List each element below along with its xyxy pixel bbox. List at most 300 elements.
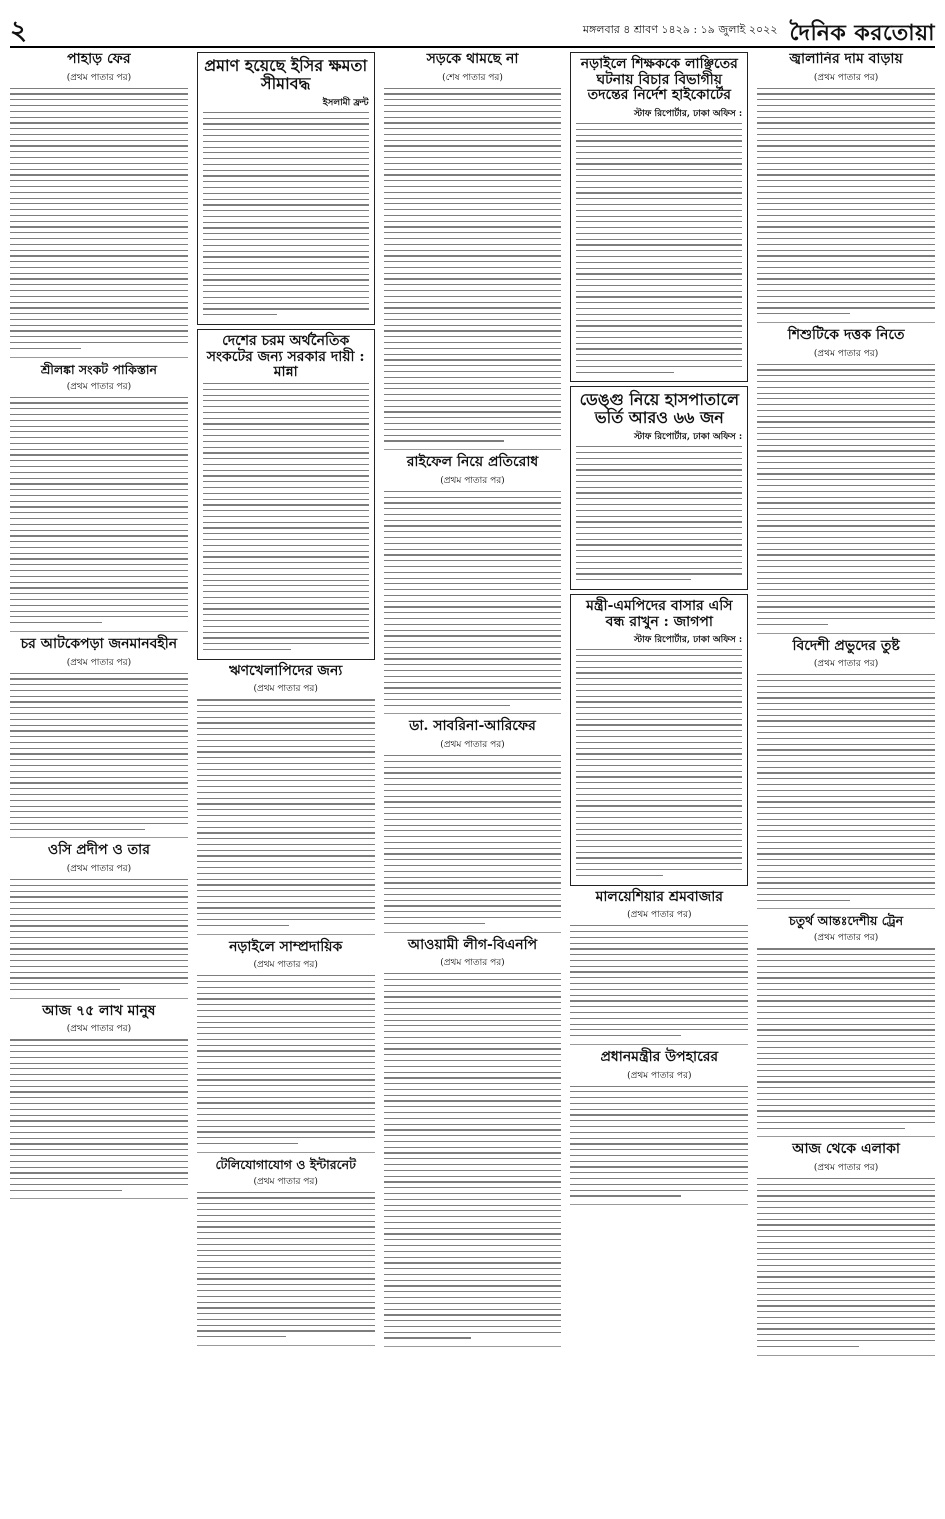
text-line [576, 748, 742, 749]
text-line [197, 1273, 375, 1274]
article-continuation-note: (প্রথম পাতার পর) [253, 1176, 318, 1187]
text-line [384, 406, 562, 407]
text-line [757, 772, 935, 773]
text-line [10, 806, 188, 807]
text-line [576, 707, 742, 708]
article-headline: দেশের চরম অর্থনৈতিক সংকটের জন্য সরকার দায়ী : মান্না [206, 332, 365, 381]
text-line [384, 882, 562, 883]
text-line [757, 825, 935, 826]
text-line [384, 325, 562, 326]
text-line [10, 128, 188, 129]
text-line [384, 134, 562, 135]
text-line [10, 879, 188, 880]
text-line [757, 192, 935, 193]
text-line [197, 861, 375, 862]
text-line [10, 885, 188, 886]
text-line [10, 1039, 188, 1040]
text-line [757, 1093, 935, 1094]
text-line [203, 181, 369, 182]
text-line [10, 811, 188, 812]
text-line [576, 730, 742, 731]
text-line [576, 782, 742, 783]
article-continuation-note: (প্রথম পাতার পর) [66, 72, 132, 83]
text-line [10, 1155, 188, 1156]
text-line [10, 238, 188, 239]
text-line [757, 273, 935, 274]
text-line [384, 1337, 471, 1338]
text-line [757, 244, 935, 245]
text-line [576, 492, 742, 493]
text-line [203, 118, 369, 119]
text-line [757, 537, 935, 538]
text-line [384, 1274, 562, 1275]
text-line [197, 1068, 375, 1069]
text-line [10, 489, 188, 490]
text-line [570, 1006, 748, 1007]
text-line [10, 800, 188, 801]
text-line [576, 198, 742, 199]
text-line [203, 285, 369, 286]
text-line [757, 1323, 935, 1324]
text-line [384, 888, 562, 889]
text-line [384, 290, 562, 291]
text-line [757, 1076, 935, 1077]
text-line [384, 1199, 562, 1200]
article [197, 52, 375, 325]
text-line [10, 449, 188, 450]
text-line [576, 521, 742, 522]
text-line [197, 1261, 375, 1262]
text-line [757, 1081, 935, 1082]
text-line [757, 1190, 935, 1191]
article [570, 386, 748, 590]
text-line [757, 1000, 935, 1001]
text-line [10, 1178, 188, 1179]
text-line [757, 948, 935, 949]
article-headline: শ্রীলঙ্কা সংকট পাকিস্তান [40, 361, 157, 377]
text-line [576, 175, 742, 176]
text-line [576, 169, 742, 170]
text-line [197, 925, 289, 926]
text-line [203, 147, 369, 148]
text-line [576, 337, 742, 338]
text-line [10, 599, 188, 600]
text-line [197, 1307, 375, 1308]
text-line [203, 222, 369, 223]
text-line [576, 227, 742, 228]
text-line [10, 678, 188, 679]
text-line [197, 981, 375, 982]
text-line [10, 506, 188, 507]
text-line [570, 948, 748, 949]
text-line [197, 879, 375, 880]
text-line [203, 429, 369, 430]
text-line [384, 302, 562, 303]
text-line [570, 1184, 748, 1185]
text-line [384, 1152, 562, 1153]
text-line [197, 1056, 375, 1057]
text-line [576, 140, 742, 141]
text-line [197, 1039, 375, 1040]
text-line [757, 433, 935, 434]
article [10, 363, 188, 632]
text-line [576, 487, 742, 488]
text-line [757, 744, 935, 745]
text-line [757, 1242, 935, 1243]
text-line [576, 684, 742, 685]
text-line [203, 389, 369, 390]
text-line [576, 221, 742, 222]
text-line [10, 673, 188, 674]
text-line [10, 558, 188, 559]
text-line [576, 163, 742, 164]
text-line [384, 830, 562, 831]
text-line [384, 1060, 562, 1061]
text-line [576, 846, 742, 847]
text-line [384, 267, 562, 268]
text-line [384, 255, 562, 256]
text-line [757, 1058, 935, 1059]
text-line [570, 1195, 680, 1196]
text-line [384, 796, 562, 797]
text-line [757, 560, 935, 561]
text-line [757, 421, 935, 422]
text-line [576, 291, 742, 292]
text-line [384, 1233, 562, 1234]
article-byline: ইসলামী ফ্রন্ট [322, 97, 369, 108]
text-line [384, 865, 562, 866]
text-line [197, 1215, 375, 1216]
text-line [384, 606, 562, 607]
article-body-text [10, 1039, 188, 1195]
article [384, 719, 562, 932]
text-line [203, 216, 369, 217]
text-line [10, 719, 188, 720]
text-line [384, 589, 562, 590]
text-line [576, 469, 742, 470]
article [757, 1142, 935, 1355]
text-line [10, 690, 188, 691]
article [757, 52, 935, 323]
text-line [757, 261, 935, 262]
text-line [384, 117, 562, 118]
text-line [757, 226, 935, 227]
text-line [203, 545, 369, 546]
text-line [576, 354, 742, 355]
text-line [10, 203, 188, 204]
text-line [197, 850, 375, 851]
text-line [384, 836, 562, 837]
text-line [384, 973, 562, 974]
text-line [203, 297, 369, 298]
text-line [10, 145, 188, 146]
text-line [384, 1222, 562, 1223]
text-line [576, 805, 742, 806]
text-line [384, 647, 562, 648]
text-line [10, 1120, 188, 1121]
text-line [384, 859, 562, 860]
text-line [384, 88, 562, 89]
text-line [10, 255, 188, 256]
text-line [576, 678, 742, 679]
text-line [757, 606, 935, 607]
text-line [203, 614, 369, 615]
text-line [10, 140, 188, 141]
text-line [197, 993, 375, 994]
article [197, 664, 375, 935]
column-1 [10, 52, 188, 1513]
text-line [384, 1245, 562, 1246]
text-line [757, 807, 935, 808]
text-line [757, 871, 935, 872]
text-line [384, 1112, 562, 1113]
text-line [757, 416, 935, 417]
text-line [10, 93, 188, 94]
text-line [576, 152, 742, 153]
text-line [197, 1336, 286, 1337]
text-line [197, 1203, 375, 1204]
text-line [757, 686, 935, 687]
text-line [10, 307, 188, 308]
article-body-text [757, 948, 935, 1133]
text-line [10, 829, 145, 830]
text-line [757, 674, 935, 675]
text-line [576, 823, 742, 824]
text-line [10, 495, 188, 496]
text-line [757, 255, 935, 256]
text-line [757, 819, 935, 820]
text-line [203, 499, 369, 500]
text-line [203, 556, 369, 557]
text-line [203, 412, 369, 413]
text-line [197, 1296, 375, 1297]
text-line [197, 769, 375, 770]
text-line [384, 1320, 562, 1321]
article-headline: টেলিযোগাযোগ ও ইন্টারনেট [215, 1156, 356, 1172]
text-line [570, 1012, 748, 1013]
text-line [384, 871, 562, 872]
text-line [384, 238, 562, 239]
text-line [203, 400, 369, 401]
text-line [203, 233, 369, 234]
text-line [757, 1288, 935, 1289]
text-line [576, 308, 742, 309]
text-line [757, 796, 935, 797]
text-line [384, 105, 562, 106]
text-line [757, 369, 935, 370]
text-line [384, 111, 562, 112]
article-body-text [570, 925, 748, 1041]
text-line [570, 1000, 748, 1001]
text-line [10, 443, 188, 444]
text-line [384, 985, 562, 986]
text-line [203, 418, 369, 419]
text-line [757, 589, 935, 590]
text-line [10, 605, 188, 606]
text-line [757, 977, 935, 978]
text-line [757, 989, 935, 990]
text-line [576, 840, 742, 841]
text-line [570, 1114, 748, 1115]
text-line [757, 151, 935, 152]
text-line [384, 1176, 562, 1177]
text-line [384, 1193, 562, 1194]
text-line [197, 1022, 375, 1023]
text-line [203, 175, 369, 176]
text-line [570, 1029, 748, 1030]
text-line [576, 655, 742, 656]
text-line [197, 1033, 375, 1034]
text-line [203, 493, 369, 494]
text-line [10, 983, 188, 984]
text-line [576, 498, 742, 499]
text-line [10, 1091, 188, 1092]
text-line [384, 296, 562, 297]
text-line [203, 141, 369, 142]
text-line [576, 550, 742, 551]
text-line [757, 1053, 935, 1054]
text-line [576, 672, 742, 673]
text-line [203, 245, 369, 246]
text-line [576, 696, 742, 697]
text-line [203, 516, 369, 517]
text-line [384, 365, 562, 366]
text-line [384, 848, 562, 849]
text-line [757, 117, 935, 118]
text-line [10, 1167, 188, 1168]
text-line [10, 267, 188, 268]
text-line [576, 765, 742, 766]
text-line [576, 481, 742, 482]
text-line [10, 483, 188, 484]
text-line [384, 761, 562, 762]
text-line [384, 595, 562, 596]
text-line [384, 278, 562, 279]
article [570, 594, 748, 886]
text-line [197, 913, 375, 914]
text-line [757, 1300, 935, 1301]
text-line [384, 1100, 562, 1101]
article-body-text [757, 364, 935, 630]
text-line [576, 320, 742, 321]
text-line [384, 1228, 562, 1229]
text-line [384, 996, 562, 997]
text-line [757, 410, 935, 411]
text-line [757, 128, 935, 129]
text-line [384, 169, 562, 170]
text-line [576, 794, 742, 795]
text-line [384, 497, 562, 498]
text-line [10, 593, 188, 594]
text-line [197, 987, 375, 988]
text-line [570, 925, 748, 926]
text-line [197, 717, 375, 718]
text-line [10, 99, 188, 100]
text-line [757, 1201, 935, 1202]
text-line [384, 273, 562, 274]
text-line [203, 441, 369, 442]
text-line [384, 140, 562, 141]
text-line [384, 1303, 562, 1304]
text-line [757, 180, 935, 181]
text-line [197, 867, 375, 868]
text-line [576, 262, 742, 263]
article-body-text [570, 1086, 748, 1202]
text-line [384, 813, 562, 814]
text-line [757, 1340, 935, 1341]
text-line [576, 256, 742, 257]
article-headline: মন্ত্রী-এমপিদের বাসার এসি বন্ধ রাখুন : জাগপা [586, 597, 733, 630]
text-line [197, 1290, 375, 1291]
article [10, 1004, 188, 1200]
text-line [570, 989, 748, 990]
text-line [576, 510, 742, 511]
article-headline: ডা. সাবরিনা-আরিফের [409, 718, 536, 735]
text-line [384, 215, 562, 216]
article [384, 52, 562, 450]
text-line [10, 330, 188, 331]
text-line [197, 1192, 375, 1193]
text-line [757, 1195, 935, 1196]
text-line [203, 383, 369, 384]
text-line [384, 693, 562, 694]
article-headline: শিশুটিকে দত্তক নিতে [787, 326, 905, 343]
text-line [757, 502, 935, 503]
text-line [197, 1226, 375, 1227]
article-continuation-note: (প্রথম পাতার পর) [813, 348, 879, 359]
text-line [10, 261, 188, 262]
text-line [757, 1047, 935, 1048]
text-line [384, 1031, 562, 1032]
text-line [384, 348, 562, 349]
text-line [384, 1089, 562, 1090]
text-line [10, 547, 188, 548]
article-body-text [203, 383, 369, 655]
text-line [10, 319, 188, 320]
text-line [197, 1221, 375, 1222]
text-line [10, 302, 188, 303]
text-line [197, 998, 375, 999]
text-line [10, 284, 188, 285]
text-line [384, 653, 562, 654]
text-line [570, 1149, 748, 1150]
text-line [576, 649, 742, 650]
text-line [757, 1018, 935, 1019]
text-line [384, 877, 562, 878]
text-line [197, 1085, 375, 1086]
text-line [384, 819, 562, 820]
text-line [576, 759, 742, 760]
text-line [197, 734, 375, 735]
text-line [384, 853, 562, 854]
text-line [384, 221, 562, 222]
text-line [197, 1091, 375, 1092]
text-line [203, 199, 369, 200]
text-line [203, 585, 369, 586]
text-line [384, 1205, 562, 1206]
column-grid [10, 52, 935, 1513]
text-line [757, 954, 935, 955]
text-line [757, 99, 935, 100]
text-line [576, 690, 742, 691]
text-line [10, 902, 188, 903]
text-line [757, 238, 935, 239]
text-line [203, 574, 369, 575]
text-line [576, 834, 742, 835]
text-line [384, 687, 562, 688]
text-line [757, 697, 935, 698]
text-line [10, 1138, 188, 1139]
